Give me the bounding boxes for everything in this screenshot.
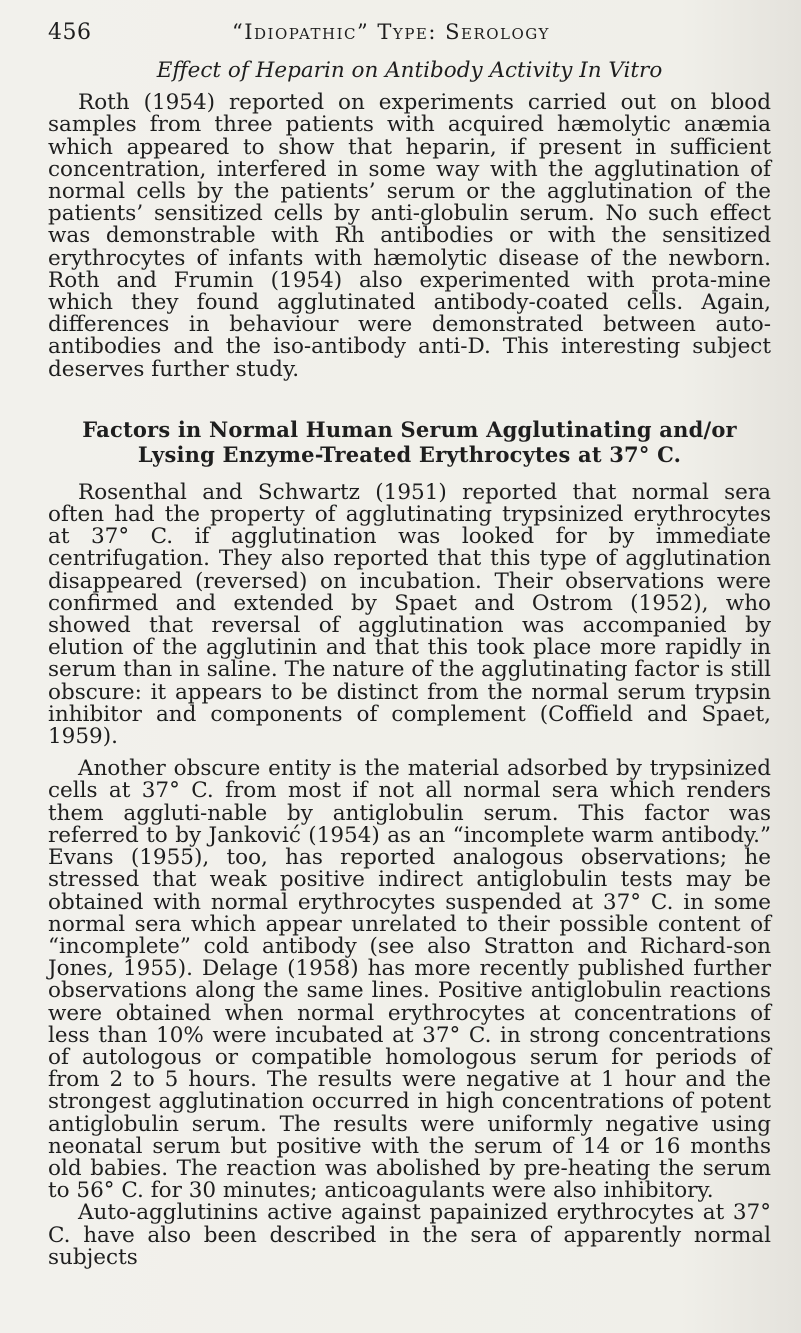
section-heading-heparin: Effect of Heparin on Antibody Activity In Vitro <box>156 58 663 83</box>
section-heading-normal-serum-factors: Factors in Normal Human Serum Agglutinating and/or Lysing Enzyme-Treated Erythrocytes at 37° C. <box>82 416 737 467</box>
running-title: “Idiopathic” Type: Serology <box>232 20 550 44</box>
paragraph-heparin: Roth (1954) reported on experiments carried out on blood samples from three patients with acquired hæmolytic anæmia which appeared to show that heparin, if present in sufficient concentration, interfered in some way with the agglutination of normal cells by the patients’ serum or the agglutination of the patients’ sensitized cells by anti-globulin serum. No such effect was demonstrable with Rh antibodies or with the sensitized erythrocytes of infants with hæmolytic disease of the newborn. Roth and Frumin (1954) also experimented with prota-mine which they found agglutinated antibody-coated cells. Again, differences in behaviour were demonstrated between auto-antibodies and the iso-antibody anti-D. This interesting subject deserves further study. <box>48 90 771 382</box>
paragraph-auto-agglutinins: Auto-agglutinins active against papainized erythrocytes at 37° C. have also been described in the sera of apparently normal subjects <box>48 1200 771 1270</box>
page-body <box>48 60 771 1269</box>
paragraph-rosenthal: Rosenthal and Schwartz (1951) reported that normal sera often had the property of agglutinating trypsinized erythrocytes at 37° C. if agglutination was looked for by immediate centrifugation. They also reported that this type of agglutination disappeared (reversed) on incubation. Their observations were confirmed and extended by Spaet and Ostrom (1952), who showed that reversal of agglutination was accompanied by elution of the agglutinin and that this took place more rapidly in serum than in saline. The nature of the agglutinating factor is still obscure: it appears to be distinct from the normal serum trypsin inhibitor and components of complement (Coffield and Spaet, 1959). <box>48 479 771 750</box>
page-header <box>48 20 768 54</box>
page-number: 456 <box>48 20 92 45</box>
paragraph-obscure-entity: Another obscure entity is the material adsorbed by trypsinized cells at 37° C. from most if not all normal sera which renders them aggluti-nable by antiglobulin serum. This factor was referred to by Janković (1954) as an “incomplete warm antibody.” Evans (1955), too, has reported analogous observations; he stressed that weak positive indirect antiglobulin tests may be obtained with normal erythrocytes suspended at 37° C. in some normal sera which appear unrelated to their possible content of “incomplete” cold antibody (see also Stratton and Richard-son Jones, 1955). Delage (1958) has more recently published further observations along the same lines. Positive antiglobulin reactions were obtained when normal erythrocytes at concentrations of less than 10% were incubated at 37° C. in strong concentrations of autologous or compatible homologous serum for periods of from 2 to 5 hours. The results were negative at 1 hour and the strongest agglutination occurred in high concentrations of potent antiglobulin serum. The results were uniformly negative using neonatal serum but positive with the serum of 14 or 16 months old babies. The reaction was abolished by pre-heating the serum to 56° C. for 30 minutes; anticoagulants were also inhibitory. <box>48 756 771 1204</box>
